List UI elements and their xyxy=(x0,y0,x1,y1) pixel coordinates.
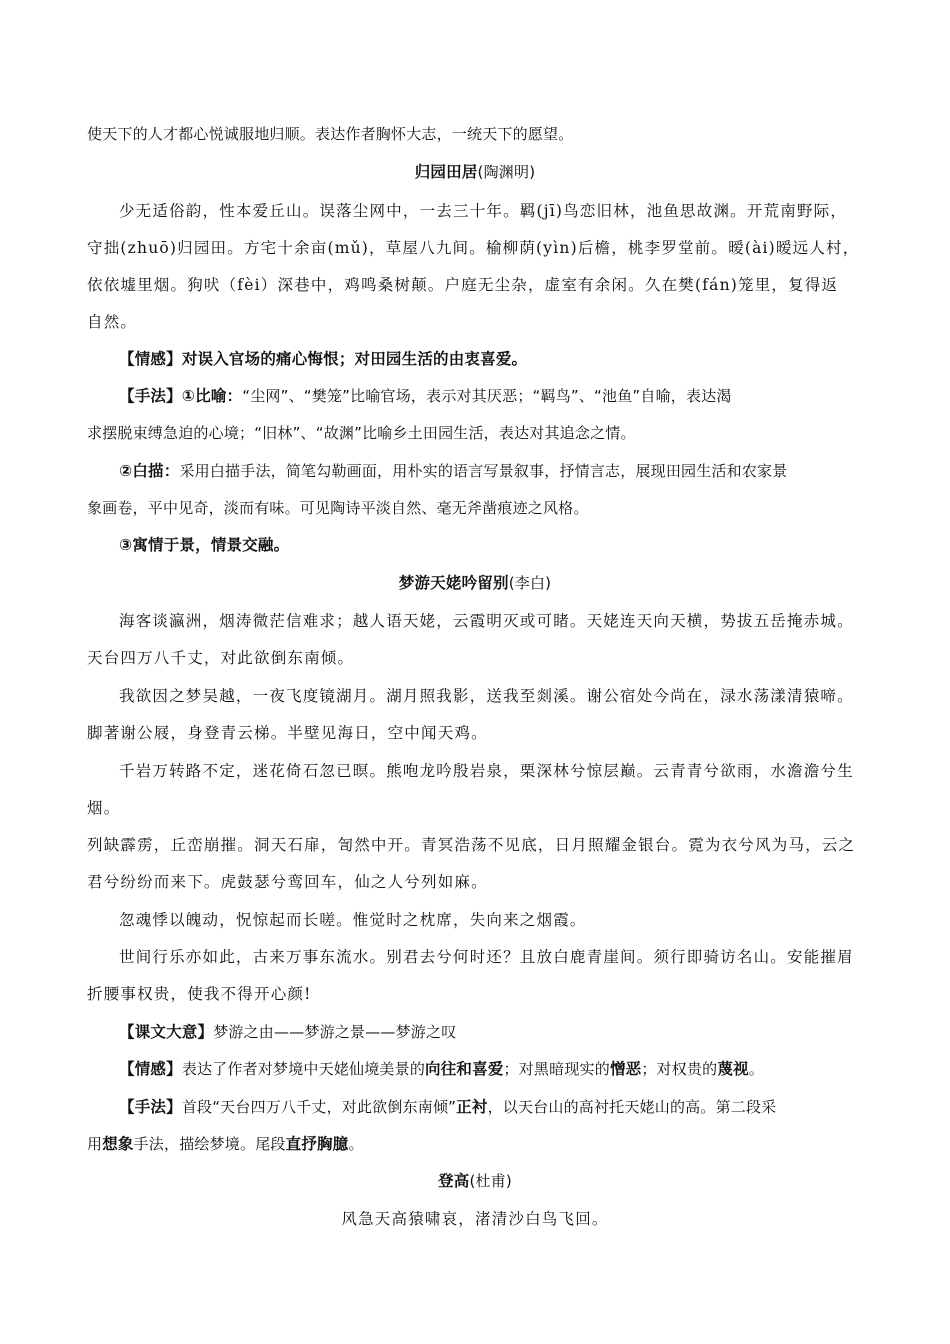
poem-line: 折腰事权贵，使我不得开心颜! xyxy=(87,985,312,1003)
note-text: 手法，描绘梦境。尾段 xyxy=(133,1135,286,1153)
note-text: 首段“天台四万八千丈，对此欲倒东南倾” xyxy=(181,1098,457,1116)
technique-note: ③寓情于景，情景交融。 xyxy=(119,536,290,554)
note-text: ，以天台山的高衬托天姥山的高。第二段采 xyxy=(487,1098,777,1116)
poem-title: 梦游天姥吟留别 xyxy=(398,574,509,592)
poem-line: 我欲因之梦吴越，一夜飞度镜湖月。湖月照我影，送我至剡溪。谢公宿处今尚在，渌水荡漾清猿啼。 xyxy=(119,687,854,705)
poem-heading xyxy=(0,1171,950,1191)
poem-line: 依依墟里烟。狗吠（fèi）深巷中，鸡鸣桑树颠。户庭无尘杂，虚室有余闲。久在樊(fán)笼里，复得返 xyxy=(87,276,839,294)
poem-title: 归园田居 xyxy=(414,163,478,181)
technique-note xyxy=(87,1134,364,1154)
note-text: 。 xyxy=(348,1135,364,1153)
note-emphasis: 蔑视 xyxy=(717,1060,749,1078)
note-text: 采用白描手法，简笔勾勒画面，用朴实的语言写景叙事，抒情言志，展现田园生活和农家景 xyxy=(179,462,788,480)
paragraph-line: 使天下的人才都心悦诚服地归顺。表达作者胸怀大志，一统天下的愿望。 xyxy=(87,125,574,143)
technique-note xyxy=(119,386,732,406)
note-emphasis: 向往和喜爱 xyxy=(425,1060,504,1078)
poem-author: (杜甫) xyxy=(469,1172,512,1190)
poem-line: 守拙(zhuō)归园田。方宅十余亩(mǔ)，草屋八九间。榆柳荫(yìn)后檐，桃李罗堂前。暧(ài)暧远人村， xyxy=(87,239,860,257)
note-label: 【手法】 xyxy=(119,1098,182,1116)
poem-title: 登高 xyxy=(438,1172,470,1190)
note-label: 【手法】①比喻： xyxy=(119,387,243,405)
poem-line: 列缺霹雳，丘峦崩摧。洞天石扉，訇然中开。青冥浩荡不见底，日月照耀金银台。霓为衣兮风为马，云之 xyxy=(87,836,856,854)
poem-author: (陶渊明) xyxy=(477,163,536,181)
note-emphasis: 憎恶 xyxy=(609,1060,642,1078)
note-label: 【情感】 xyxy=(119,1060,182,1078)
poem-line: 少无适俗韵，性本爱丘山。误落尘网中，一去三十年。羁(jī)鸟恋旧林，池鱼思故渊。开荒南野际， xyxy=(119,202,848,220)
poem-line: 天台四万八千丈，对此欲倒东南倾。 xyxy=(87,649,355,667)
note-label: 【情感】 xyxy=(119,350,182,368)
note-emphasis: 想象 xyxy=(102,1135,134,1153)
poem-heading xyxy=(0,162,950,182)
poem-line: 自然。 xyxy=(87,313,138,331)
note-text: 。 xyxy=(748,1060,764,1078)
note-emphasis: 正衬 xyxy=(456,1098,488,1116)
technique-note xyxy=(119,1097,776,1117)
note-text: 求摆脱束缚急迫的心境；“旧林”、“故渊”比喻乡土田园生活，表达对其追念之情。 xyxy=(87,424,636,442)
summary-note xyxy=(119,1022,456,1042)
note-text: 对误入官场的痛心悔恨；对田园生活的由衷喜爱。 xyxy=(181,350,528,368)
emotion-note xyxy=(119,1059,764,1079)
note-text: “尘网”、“樊笼”比喻官场，表示对其厌恶；“羁鸟”、“池鱼”自喻，表达渴 xyxy=(242,387,732,405)
poem-heading xyxy=(0,573,950,593)
note-label: 【课文大意】 xyxy=(119,1023,214,1041)
poem-line: 风急天高猿啸哀，渚清沙白鸟飞回。 xyxy=(341,1210,609,1228)
note-text: 象画卷，平中见奇，淡而有味。可见陶诗平淡自然、毫无斧凿痕迹之风格。 xyxy=(87,499,589,517)
emotion-note xyxy=(119,349,527,369)
note-text: ；对黑暗现实的 xyxy=(503,1060,610,1078)
note-label: ②白描： xyxy=(119,462,180,480)
poem-line: 海客谈瀛洲，烟涛微茫信难求；越人语天姥，云霞明灭或可睹。天姥连天向天横，势拔五岳掩赤城。 xyxy=(119,612,854,630)
note-text: 梦游之由——梦游之景——梦游之叹 xyxy=(213,1023,457,1041)
poem-line: 烟。 xyxy=(87,799,121,817)
poem-line: 君兮纷纷而来下。虎鼓瑟兮鸾回车，仙之人兮列如麻。 xyxy=(87,873,488,891)
poem-line: 世间行乐亦如此，古来万事东流水。别君去兮何时还？且放白鹿青崖间。须行即骑访名山。安能摧眉 xyxy=(119,948,854,966)
poem-line: 千岩万转路不定，迷花倚石忽已暝。熊咆龙吟殷岩泉，栗深林兮惊层巅。云青青兮欲雨，水澹澹兮生 xyxy=(119,762,854,780)
poem-line: 忽魂悸以魄动，怳惊起而长嗟。惟觉时之枕席，失向来之烟霞。 xyxy=(119,911,587,929)
poem-author: (李白) xyxy=(508,574,552,592)
note-emphasis: 直抒胸臆 xyxy=(285,1135,349,1153)
note-text: 用 xyxy=(87,1135,103,1153)
note-text: 表达了作者对梦境中天姥仙境美景的 xyxy=(181,1060,426,1078)
poem-line: 脚著谢公屐，身登青云梯。半壁见海日，空中闻天鸡。 xyxy=(87,724,488,742)
note-text: ；对权贵的 xyxy=(641,1060,718,1078)
technique-note xyxy=(119,461,787,481)
